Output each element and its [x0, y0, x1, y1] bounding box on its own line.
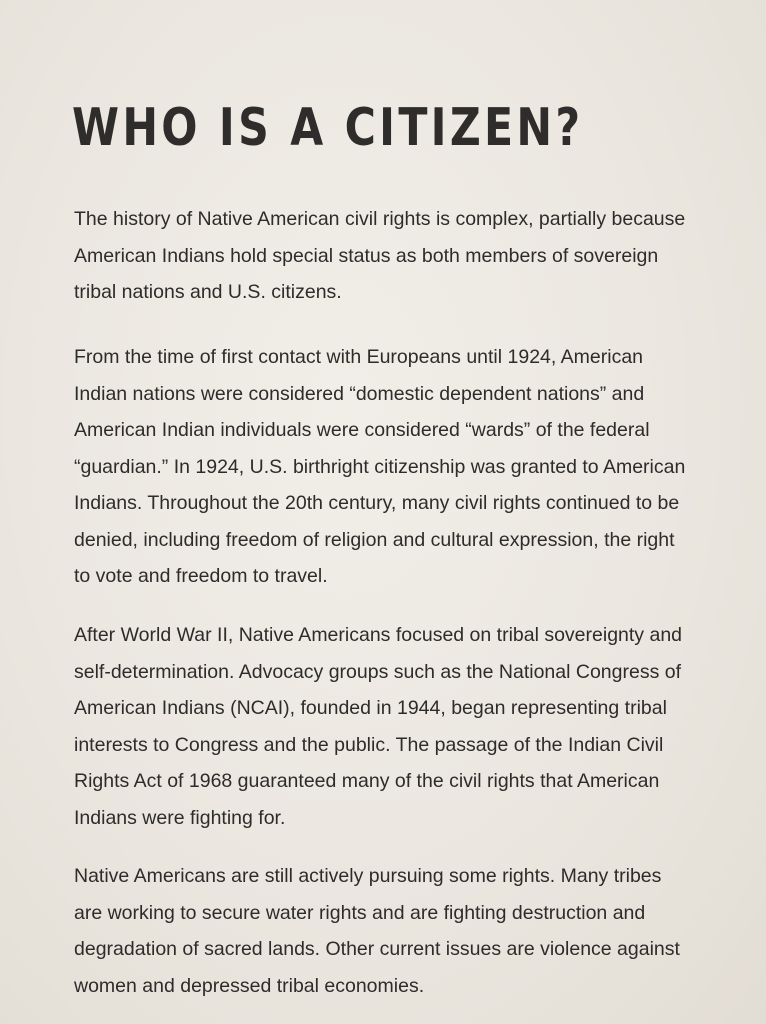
paragraph-line: Indian nations were considered “domestic dependent nations” and: [74, 382, 645, 405]
paragraph-line: denied, including freedom of religion and cultural expression, the right: [74, 528, 675, 551]
paragraph-3: [74, 617, 724, 836]
paragraph-line: degradation of sacred lands. Other current issues are violence against: [74, 938, 680, 960]
paragraph-line: self-determination. Advocacy groups such as the National Congress of: [74, 660, 681, 683]
paragraph-line: After World War II, Native Americans focused on tribal sovereignty and: [74, 624, 683, 646]
paragraph-line: From the time of first contact with Europeans until 1924, American: [74, 346, 644, 368]
paragraph-line: Rights Act of 1968 guaranteed many of the civil rights that American: [74, 770, 660, 792]
paragraph-line: are working to secure water rights and are fighting destruction and: [74, 901, 646, 924]
paragraph-line: Indians. Throughout the 20th century, many civil rights continued to be: [74, 492, 680, 514]
paragraph-line: women and depressed tribal economies.: [74, 974, 425, 997]
paragraph-1: [74, 201, 724, 311]
paragraph-line: Native Americans are still actively pursuing some rights. Many tribes: [74, 865, 662, 887]
panel-title: WHO IS A CITIZEN?: [72, 98, 584, 158]
paragraph-line: interests to Congress and the public. The passage of the Indian Civil: [74, 733, 664, 756]
paragraph-line: American Indian individuals were considered “wards” of the federal: [74, 419, 650, 441]
paragraph-2: [74, 339, 724, 595]
paragraph-line: The history of Native American civil rights is complex, partially because: [74, 208, 686, 230]
paragraph-4: [74, 858, 724, 1004]
paragraph-line: to vote and freedom to travel.: [74, 565, 328, 587]
paragraph-line: Indians were fighting for.: [74, 806, 286, 829]
paragraph-line: American Indians hold special status as both members of sovereign: [74, 244, 659, 267]
paragraph-line: tribal nations and U.S. citizens.: [74, 281, 342, 303]
paragraph-line: “guardian.” In 1924, U.S. birthright citizenship was granted to American: [74, 455, 686, 478]
paragraph-line: American Indians (NCAI), founded in 1944, began representing tribal: [74, 697, 667, 719]
